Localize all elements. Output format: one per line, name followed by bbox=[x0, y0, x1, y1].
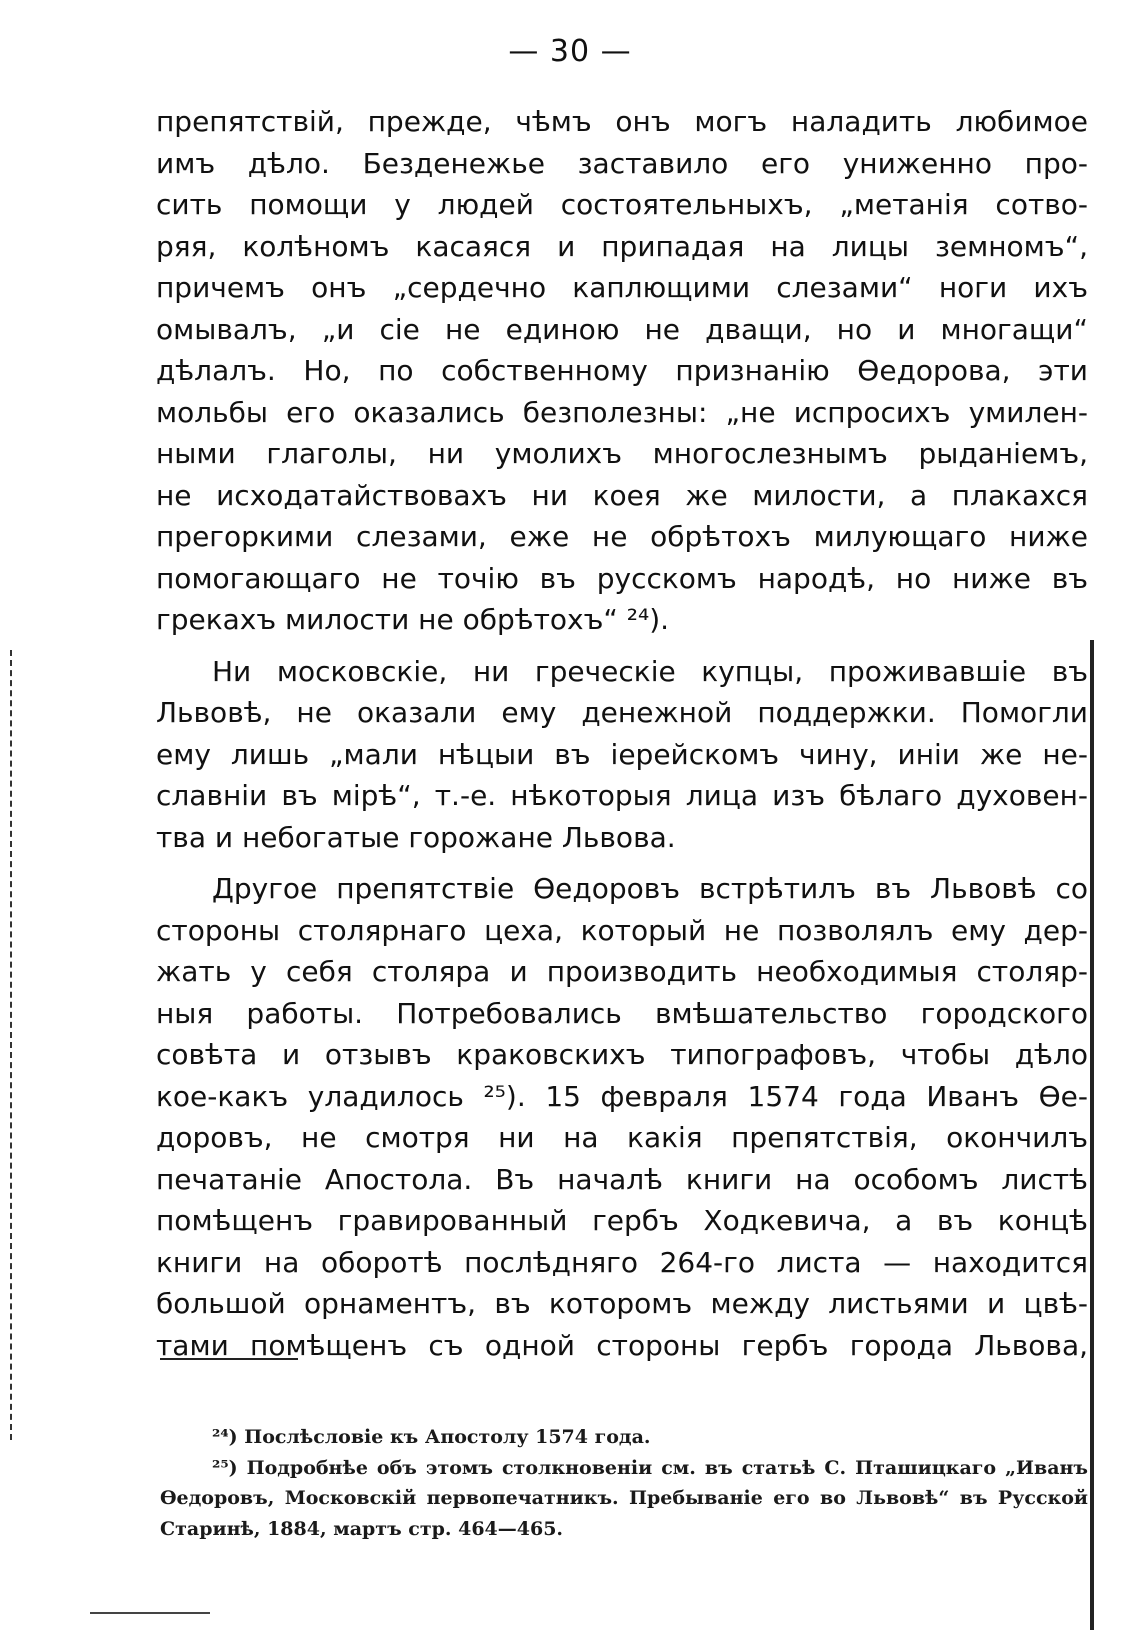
text-line: прегоркими слезами, еже не обрѣтохъ милующаго ниже bbox=[156, 520, 1088, 553]
text-line: ему лишь „мали нѣцыи въ іерейскомъ чину, иніи же не- bbox=[156, 737, 1088, 771]
text-line: не исходатайствовахъ ни коея же милости, а плакахся bbox=[156, 478, 1088, 512]
scan-edge-right bbox=[1090, 640, 1094, 1630]
footnote-25-cont: Старинѣ, 1884, мартъ стр. 464—465. bbox=[160, 1517, 564, 1540]
text-line: причемъ онъ „сердечно каплющими слезами“ ноги ихъ bbox=[156, 271, 1088, 304]
text-line: тва и небогатые горожане Львова. bbox=[156, 820, 676, 854]
text-line: большой орнаментъ, въ которомъ между листьями и цвѣ- bbox=[156, 1287, 1088, 1320]
paragraph-1 bbox=[156, 101, 1088, 641]
text-line: грекахъ милости не обрѣтохъ“ ²⁴). bbox=[156, 603, 670, 636]
scan-mark-bottom bbox=[90, 1612, 210, 1614]
scan-edge-left bbox=[10, 650, 15, 1440]
text-line: дѣлалъ. Но, по собственному признанію Ѳедорова, эти bbox=[156, 354, 1088, 387]
text-line: ныя работы. Потребовались вмѣшательство городского bbox=[156, 996, 1088, 1030]
text-line: стороны столярнаго цеха, который не позволялъ ему дер- bbox=[156, 913, 1088, 947]
text-line: жать у себя столяра и производить необходимыя столяр- bbox=[156, 955, 1088, 988]
text-line: мольбы его оказались безполезны: „не испросихъ умилен- bbox=[156, 395, 1088, 429]
footnote-25-cont: Ѳедоровъ, Московскій первопечатникъ. Пребываніе его во Львовѣ“ въ Русской bbox=[160, 1487, 1088, 1509]
body-text bbox=[156, 101, 1088, 1366]
text-line: книги на оборотѣ послѣдняго 264-го листа — находится bbox=[156, 1245, 1088, 1279]
text-line: имъ дѣло. Безденежье заставило его униженно про- bbox=[156, 146, 1088, 180]
text-line: препятствій, прежде, чѣмъ онъ могъ наладить любимое bbox=[156, 105, 1088, 138]
paragraph-3 bbox=[156, 868, 1088, 1366]
text-line: доровъ, не смотря ни на какія препятствія, окончилъ bbox=[156, 1121, 1088, 1154]
text-line: ряя, колѣномъ касаяся и припадая на лицы земномъ“, bbox=[156, 229, 1088, 263]
text-line: сить помощи у людей состоятельныхъ, „метанія сотво- bbox=[156, 188, 1088, 221]
footnote-separator bbox=[160, 1358, 298, 1360]
paragraph-2 bbox=[156, 651, 1088, 859]
text-line: кое-какъ уладилось ²⁵). 15 февраля 1574 года Иванъ Ѳе- bbox=[156, 1079, 1088, 1113]
text-line: совѣта и отзывъ краковскихъ типографовъ, чтобы дѣло bbox=[156, 1038, 1088, 1071]
text-line: помогающаго не точію въ русскомъ народѣ, но ниже въ bbox=[156, 561, 1088, 595]
text-line: ными глаголы, ни умолихъ многослезнымъ рыданіемъ, bbox=[156, 437, 1088, 470]
text-line: Другое препятствіе Ѳедоровъ встрѣтилъ въ Львовѣ со bbox=[212, 872, 1088, 905]
text-line: Ни московскіе, ни греческіе купцы, проживавшіе въ bbox=[212, 654, 1088, 688]
text-line: Львовѣ, не оказали ему денежной поддержки. Помогли bbox=[156, 696, 1088, 729]
footnote-25: ²⁵) Подробнѣе объ этомъ столкновеніи см. въ статьѣ С. Пташицкаго „Иванъ bbox=[212, 1456, 1088, 1479]
text-line: тами помѣщенъ съ одной стороны гербъ города Львова, bbox=[156, 1328, 1088, 1362]
text-line: омывалъ, „и сіе не единою не дващи, но и многащи“ bbox=[156, 312, 1088, 346]
text-line: помѣщенъ гравированный гербъ Ходкевича, а въ концѣ bbox=[156, 1204, 1088, 1237]
footnote-24: ²⁴) Послѣсловіе къ Апостолу 1574 года. bbox=[212, 1426, 651, 1448]
footnotes bbox=[160, 1422, 1088, 1544]
text-line: славніи въ мірѣ“, т.-е. нѣкоторыя лица изъ бѣлаго духовен- bbox=[156, 779, 1088, 812]
page-number: — 30 — bbox=[508, 34, 632, 69]
text-line: печатаніе Апостола. Въ началѣ книги на особомъ листѣ bbox=[156, 1162, 1088, 1196]
